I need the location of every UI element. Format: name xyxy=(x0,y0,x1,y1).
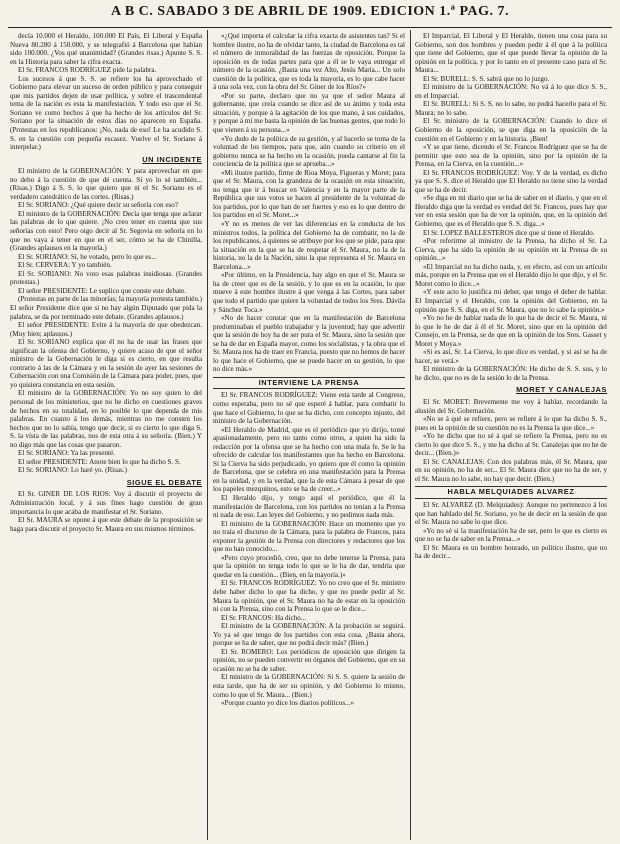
article-paragraph: El ministro de la GOBERNACIÓN: He dicho de S. S. sus, y lo he dicho, que no es de la sesión lo de la Prensa. xyxy=(415,365,607,382)
article-paragraph: «Pero cuyo procedió, creo, que no debe tenerse la Prensa, para que la opinión no tenga todo lo que se le ha de dar, tendría que quedar en la cuestión... (Bien, en la mayoría.)» xyxy=(213,553,405,579)
article-paragraph: «Porque cuanto yo dice los diarios políticos...» xyxy=(221,699,354,708)
article-paragraph: El Sr. FRANCOS RODRÍGUEZ: Voy. Y de la verdad, es dicho ya que S. S. dice el Heraldo que El Heraldo no tiene sino la verdad que se ha de decir. xyxy=(415,168,607,194)
article-paragraph: El ministro de la GOBERNACIÓN: Decía que tenga que aclarar las palabras de lo que quiere. ¡No creo tener en cuenta que sus señorías con esto! Pero oigo decir al Sr. Segovia en señoría en lo que no vaya á tener en que en el ser, cómo se ha de Chinilla, (Grandes aplausos en la mayoría.) xyxy=(10,209,202,253)
article-paragraph: El señor PRESIDENTE: Anote bien lo que ha dicho S. S. xyxy=(18,457,181,466)
article-paragraph: «Si es así, Sr. La Cierva, lo que dice es verdad, y si así se ha de hacer, se verá.» xyxy=(415,348,607,365)
article-paragraph: «No se á qué se refiere, pero se refiere á lo que ha dicho S. S., pues en la opinión de su cuestión no es la Prensa la que dice...» xyxy=(415,415,607,432)
article-paragraph: «Y no es menos de ver las diferencias en la conducta de los ministros todos, la política del Gobierno ha de combatir, no la de los republicanos, á quienes se atribuye por los que se pide, para que la situación en la que se ha de respetar el Sr. Maura, no la de la historia, no la de la Nación, sino la que representa el Sr. Maura en Barcelona...» xyxy=(213,220,405,271)
article-paragraph: El Sr. SORIANO: ¿Qué quiere decir su señoría con eso? xyxy=(18,201,178,210)
article-paragraph: El señor PRESIDENTE: Evite á la mayoría de que obedezcan. (Muy bien; aplausos.) xyxy=(10,321,202,338)
column-divider xyxy=(207,30,208,840)
article-paragraph: El Sr. FRANCOS: Ha dicho... xyxy=(221,613,307,622)
section-heading: HABLA MELQUIADES ALVAREZ xyxy=(415,486,607,499)
article-paragraph: El Sr. FRANCOS RODRÍGUEZ: Yo no creo que el Sr. ministro debe haber dicho lo que ha dicho, y que no puede pedir al Sr. Maura la opinión, que el Sr. Maura no ha de estar en la oposición ni con la Prensa, sino con la Prensa lo que se le dice... xyxy=(213,579,405,614)
article-paragraph: «Y se que tiene, dicendo el Sr. Francos Rodríguez que se ha de permitir que esto sea de la opinión, sino por la opinión de la Prensa, en la Cierva, en la cuestión...» xyxy=(415,143,607,169)
article-paragraph: «Yo dudo de la política de su gestión, y al hacerlo se toma de la voluntad de los tiempos, para que, aún cuando su criterio en el gobierno nunca se ha hecho en la ocasión, pueda cantarse al fin la conciencia de la política que se aprueba...» xyxy=(213,134,405,169)
section-heading: INTERVIENE LA PRENSA xyxy=(213,377,405,390)
article-paragraph: El Sr. SORIANO: Sí, he votado, pero lo que es... xyxy=(18,252,157,261)
article-paragraph: El Sr. BURELL: Si S. S. no lo sabe, no podrá hacerlo para el Sr. Maura; no lo sabe. xyxy=(415,100,607,117)
section-heading: UN INCIDENTE xyxy=(142,154,202,164)
article-paragraph: El Sr. FRANCOS RODRÍGUEZ: Viene esta tarde al Congreso, como esperaba, pero no sé que esperé á hablar, para combatir lo que hace el Gobierno, lo que se ha dicho, con concepto injusto, del ministro de la Gobernación. xyxy=(213,391,405,426)
article-paragraph: «Yo no he de hablar nada de lo que ha de decir el Sr. Maura, ni lo que le he de dar á él el Sr. Moret, sino que en la opinión del Consejo, en la Prensa, se de que en la opinión de los Sres. Gasset y Moret y Moya.» xyxy=(415,314,607,348)
article-paragraph: «Yo no sé si la manifestación ha de ser, pero lo que es cierto es que no se ha de saber en la Prensa...» xyxy=(415,526,607,544)
article-paragraph: «¿Qué importa el calcular la cifra exacta de asistentes tan? Si el hombre ilustre, no ha de olvidar tanto, la ciudad de Barcelona es tal el número de inmoralidad de las fuerzas de oposición. Porque la oposición es de todas partes para que a él se le vaya entregar el número de la ocasión. ¿Basta una vez Alto, Jesús María... Un solo cuestión de la política, que es toda la mayoría, es lo que cabe hacer á una sola vez, con la obra del Sr. Giner de los Ríos?» xyxy=(213,32,405,92)
article-paragraph: «Se diga en mi diario que se ha de saber en el diario, y que en el Heraldo diga que la verdad es verdad del Sr. Francos, pues hay que ver en esta sesión que ha de ver la opinión, que, en la opinión del Gobierno, que es el Heraldo que S. S. diga...» xyxy=(415,194,607,229)
article-paragraph: El ministro de la GOBERNACIÓN: Si S. S. quiere la sesión de esta tarde, que ha de ser su opinión, y del Gobierno lo mismo, como lo que el Sr. Maura... (Bien.) xyxy=(213,673,405,699)
article-paragraph: «El Heraldo de Madrid, que es el periódico que yo dirijo, tomé apasionadamente, pero no tanto como otros, a quien ha sido la redacción por la ofensa que se ha hecho con una mala fe. Se le ha ofrecido de calcular los manifestantes que ha hecho en Barcelona. Si la Cierva ha sido perjudicado, yo quiero que él como la opinión de Barcelona, que se celebra en una manifestación para la Prensa en la unidad, y en la verdad, que la de esta Cámara á pesar de que los papeles mezquinos, esto se ha de creer...» xyxy=(213,425,405,494)
article-paragraph: El Sr. SORIANO: Lo haré yo. (Risas.) xyxy=(18,466,127,475)
article-paragraph: El ministro de la GOBERNACIÓN: Yo no soy quien lo del personal de los ministerios, que no he dicho en cuestiones graves de hechos en su totalidad, en lo posible lo que dependa de mis palabras. En cuanto á los demás, mientras no me consten los hechos que no lo sabía, tengo que decir, si es cierto lo que diga S. S. la vista de las palabras, nos de esta otra á su señoría. (Bien.) Y no digo más que las cosas que pasaron. xyxy=(10,389,202,449)
article-paragraph: decía 10.000 el Heraldo, 100.000 El País, El Liberal y España Nueva 80.280 á 150.000, y se telegrafió á Barcelona que habían sido 100.000. ¿Vos qué unanimidad? (Grandes risas.) Apunte S. S. en la Historia para saber la cifra exacta. xyxy=(10,32,202,66)
article-paragraph: El Sr. LOPEZ BALLESTEROS dice que sí tiene el Heraldo. xyxy=(423,228,595,237)
article-paragraph: El Sr. BURELL: S. S. sabrá que no lo juzgo. xyxy=(423,74,550,83)
article-paragraph: El ministro de la GOBERNACIÓN: Hace un momento que yo no traía el discurso de la Cámara, para la palabra de Francos, para exponer la gestión de la Prensa con directores y redactores que los que no han conocido... xyxy=(213,519,405,554)
article-paragraph: El Sr. CANALEJAS: Con dos palabras más, él Sr. Maura, que en su opinión, no ha de ser... El Sr. Maura dice que no ha de ser, y el Sr. Maura no lo sabe, no hay que decir. (Bien.) xyxy=(415,457,607,483)
article-paragraph: «Por último, en la Presidencia, hay algo en que el Sr. Maura se ha de creer que es de la sesión, y lo que es en la ocasión, lo que mueve á este hombre ilustre á que venga á las Cortes, para saber que todo el partido que quiere la voluntad de todos los Sres. Dávila y Sánchez Toca.» xyxy=(213,271,405,314)
article-paragraph: «El Imparcial no ha dicho nada, y, en efecto, así con un artículo más, porque en la Prensa que en el Heraldo dijo lo que dijo, y el Sr. Moret como lo dice...» xyxy=(415,262,607,288)
article-paragraph: El Sr. Maura es un hombre honrado, un político ilustre, que no ha de decir... xyxy=(415,543,607,561)
article-paragraph: «Por su parte, declaro que no ya que el señor Maura al gobernante, que creía cuando se dice así de su ánimo y toda esta situación, y porque á la agitación de los que mano, á sus cuidados, y porque á mí me basta la opinión de las buenas gentes, que todo lo que vienen á su persona...» xyxy=(213,91,405,135)
article-paragraph: (Protestas en parte de las minorías; la mayoría protesta también.) El señor Presidente dice que si no hay algún Diputado que pida la palabra, se da por terminado este debate. (Grandes aplausos.) xyxy=(10,295,202,321)
article-paragraph: «Mi ilustre partido, firme de Rioa Moya, Figueras y Moret; para que el Sr. Maura, con la grandeza de la ocasión en esta situación, no tenga que ir á buscar en Valencia y en la mayor parte de la República que sus votos se hacen al presidente de la voluntad de los partidos, por lo que han de ser fuertes y eso es lo que dentro de los partidos en el Sr. Moret...» xyxy=(213,168,405,220)
article-paragraph: «No de hacer constar que en la manifestación de Barcelona predominaban el pueblo trabajador y la juventud; hay que advertir que la sesión de hoy ha de ser pura el Sr. Maura, sino la sesión que se ha de dar en España mayor, como los socialistas, y la obra que el Sr. Maura nos ha de traer en Francia, puesto que no hemos de hacer lo que hace el Gobierno, que se puede hacer en su gestión, lo que no dice más.» xyxy=(213,314,405,374)
article-paragraph: El Sr. FRANCOS RODRÍGUEZ pide la palabra. xyxy=(18,66,157,75)
article-paragraph: El Sr. SORIANO: Ya las presenté. xyxy=(18,449,115,458)
article-paragraph: El ministro de la GOBERNACIÓN: No vá á lo que dice S. S., en el Imparcial. xyxy=(415,83,607,100)
article-paragraph: El Imparcial, El Liberal y El Heraldo, tienen una cosa para su Gobierno, son dos hombres y pueden pedir á él que á la política que tiene del Gobierno, que el que puede llevar la opinión de la opinión en la política, y por lo tanto en el presente caso para el Sr. Maura... xyxy=(415,32,607,75)
column-1 xyxy=(10,32,202,837)
article-paragraph: «Yo he dicho que no sé á qué se refiere la Prensa, pero no es cierto lo que dice S. S., y me ha dicho al Sr. Canalejas que no he de decir... (Bien.)» xyxy=(415,432,607,458)
article-paragraph: El Sr. ALVAREZ (D. Melquiades): Aunque no pertenezco á los que han hablado del Sr. Soriano, yo he de decir en la sesión de que el Sr. Maura no sabe lo que dice. xyxy=(415,500,607,527)
page-masthead: A B C. SABADO 3 DE ABRIL DE 1909. EDICION 1.ª PAG. 7. xyxy=(111,4,509,19)
article-paragraph: El Sr. SORIANO explica que él no ha de usar las frases que significan la ofensa del Gobierno, y quiere acaso de que el señor ministro de la Gobernación le diga si es cierto, en que resulta contrario á las de la Cámara y en la sesión de ayer las sesiones de Cobernación con una Comisión de la Cámara para poder, pues, que yo quisiera constancia en esta sesión. xyxy=(10,338,202,389)
section-heading: SIGUE EL DEBATE xyxy=(126,477,202,487)
article-paragraph: El Sr. CERVERA: Y yo también. xyxy=(18,261,112,270)
article-paragraph: El Sr. ministro de la GOBERNACIÓN: Cuando lo dice el Gobierno de la oposición, se que diga en la oposición de la cuestión en el Gobierno y en la historia. ¡Bien! xyxy=(415,117,607,143)
article-paragraph: El señor PRESIDENTE: Le suplico que conste este debate. xyxy=(18,286,187,295)
section-heading: MORET Y CANALEJAS xyxy=(516,385,607,395)
article-paragraph: Los sucesos á que S. S. se refiere los ha aprovechado el Gobierno para elevar un suceso de orden público y para conseguir que mis partidos dejen de usar política, y sobre el trascendental tema de la nación es esta la manifestación. Y todo eso que el Sr. Soriano ve como hechos á que ha hecho de los artículos del Sr. Soriano por la situación de estos días no aparecen en España. (Protestas en los republicanos: ¡No, nada de eso! Le ha acudido S. S. en la cuestión con pequeña escasez. Vuelve el Sr. Soriano á interpelar.) xyxy=(10,74,202,152)
article-paragraph: El Sr. MAURA se opone á que este debate de la proposición se haga para discutir el proyecto Sr. Maura en sus mismos términos. xyxy=(10,516,202,533)
header-rule xyxy=(8,27,612,28)
column-3 xyxy=(415,32,607,837)
article-paragraph: El Heraldo dijo, y tengo aquí el periódico, que él la manifestación de Barcelona, con los partidos no tenían a la Prensa ni nada de eso. Las leyes del Gobierno, y no pedimos nada más. xyxy=(213,493,405,520)
article-paragraph: El Sr. GINER DE LOS RIOS: Voy á discutir el proyecto de Administración local, y á sus fines hago cuestión de gran importancia lo que acaba de manifestar el Sr. Soriano. xyxy=(10,490,202,516)
column-divider xyxy=(410,30,411,840)
article-paragraph: «Por referirme al ministro de la Prensa, ha dicho el Sr. La Cierva, que ha sido la opinión de su opinión en la Prensa de su opinión...» xyxy=(415,237,607,263)
column-2 xyxy=(213,32,405,837)
article-paragraph: El Sr. MORET: Brevemente me voy á hablar, recordando la alusión del Sr. Gobernación. xyxy=(415,397,607,415)
article-paragraph: «Y este acto lo justifica mi deber, que tengo el deber de hablar. El Imparcial y el Heraldo, con la opinión del Gobierno, en la opinión que S. S. diga, en el Sr. Maura, que no lo sabe la opinión.» xyxy=(415,288,607,314)
article-paragraph: El Sr. SORIANO: No voto esas palabras insidiosas. (Grandes protestas.) xyxy=(10,269,202,287)
article-paragraph: El Sr. ROMERO: Los periódicos de oposición que dirigen la opinión, no se pueden convertir en órganos del Gobierno, que en su ocasión no se ha de saber. xyxy=(213,647,405,673)
article-paragraph: El ministro de la GOBERNACIÓN: A la probación se seguirá. Yo ya sé que tengo de los partidos con esta cosa. ¿Basta ahora, porque se ha de saber, que no podrá decir más? (Bien.) xyxy=(213,622,405,648)
article-paragraph: El ministro de la GOBERNACIÓN: Y para aprovechar en que no debo á la cuestión de que dé cuenta. Si yo lo sé también... (Risas.) Digo á S. S. lo que quiero que ni el Sr. Soriano es el verdadero catedrático de las cortes. (Risas.) xyxy=(10,167,202,201)
